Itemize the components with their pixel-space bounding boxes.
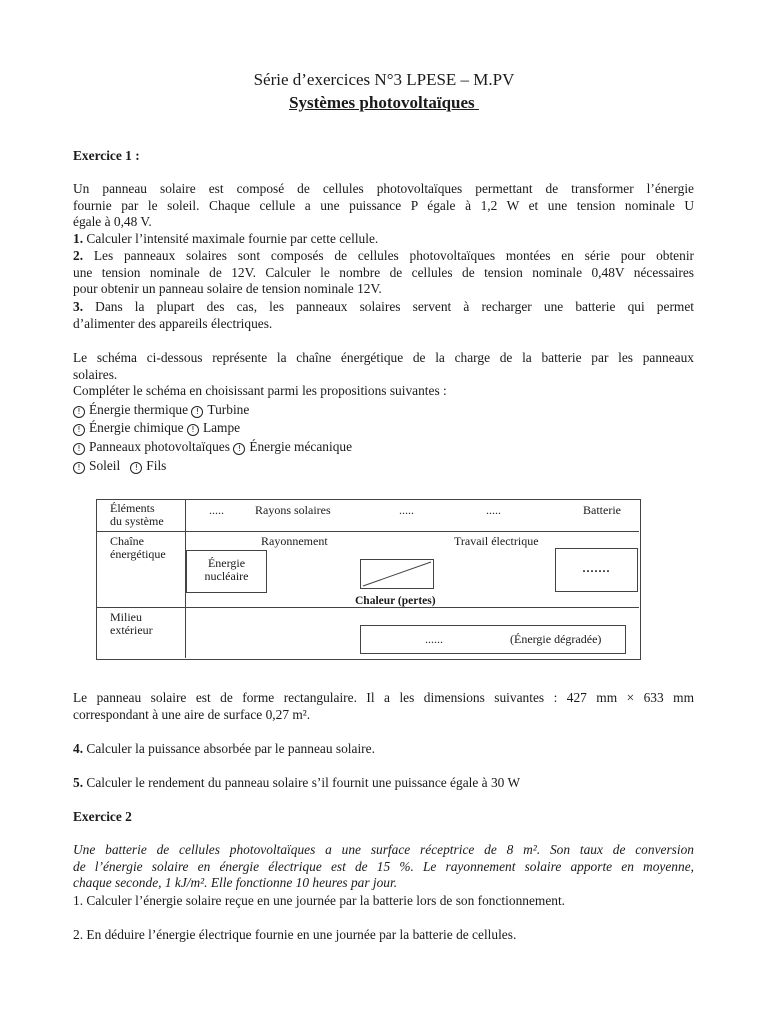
row-divider [97,531,639,532]
clock-icon: ! [191,406,203,418]
blank-element-3: ..... [486,503,501,517]
question-number: 4. [73,741,84,756]
document-subtitle: Systèmes photovoltaïques [289,93,475,112]
question-4 [73,741,694,758]
box-converter-blank [360,559,434,589]
label-rayonnement: Rayonnement [261,534,328,548]
exercise-2-question-1: 1. Calculer l’énergie solaire reçue en une journée par la batterie lors de son fonctionnement. [73,893,566,908]
text-line: chaque seconde, 1 kJ/m². Elle fonctionne 10 heures par jour. [73,875,398,891]
clock-icon: ! [73,462,85,474]
row-label-chain: Chaîne énergétique [110,534,166,561]
text-line: pour obtenir un panneau solaire de tension nominale 12V. [73,281,382,297]
text-line: une tension nominale de 12V. Calculer le nombre de cellules de tension nominale 0,48V nécessaires [73,264,694,280]
exercise-2-heading: Exercice 2 [73,809,132,824]
exercise-2-intro [73,842,694,892]
question-2 [73,248,694,298]
energy-chain-diagram [96,499,641,660]
option-row: ! Soleil ! Fils [73,457,166,474]
box-energie-nucleaire: Énergie nucléaire [186,550,267,593]
clock-icon: ! [187,424,199,436]
question-text: Les panneaux solaires sont composés de cellules photovoltaïques montées en série pour obtenir [93,248,694,263]
question-text: Calculer l’intensité maximale fournie par cette cellule. [86,231,379,246]
blank-element-1: ..... [209,503,224,517]
question-number: 5. [73,775,84,790]
text-line: Un panneau solaire est composé de cellules photovoltaïques permettant de transformer l’énergie [73,181,694,196]
text-line: égale à 0,48 V. [73,214,152,230]
text-line: Compléter le schéma en choisissant parmi les propositions suivantes : [73,383,447,399]
question-text: Calculer le rendement du panneau solaire s’il fournit une puissance égale à 30 W [86,775,521,790]
element-rayons-solaires: Rayons solaires [255,503,331,517]
text-line: Le schéma ci-dessous représente la chaîne énergétique de la charge de la batterie par les panneaux [73,350,694,365]
text-line: de l’énergie solaire en énergie électrique est de 15 %. Le rayonnement solaire apporte en moyenne, [73,858,694,874]
panel-dimensions-text [73,690,694,723]
question-text: Dans la plupart des cas, les panneaux solaires servent à recharger une batterie qui permet [95,299,694,314]
blank-element-2: ..... [399,503,414,517]
clock-icon: ! [73,406,85,418]
exercise-1-intro [73,181,694,231]
schema-intro [73,350,694,400]
text-line: d’alimenter des appareils électriques. [73,315,273,331]
row-label-elements: Éléments du système [110,501,164,528]
clock-icon: ! [73,424,85,436]
label-travail-electrique: Travail électrique [454,534,539,548]
text-line: Le panneau solaire est de forme rectangulaire. Il a les dimensions suivantes : 427 mm × 633 mm [73,690,694,705]
label-chaleur-pertes: Chaleur (pertes) [355,595,436,607]
option-row: ! Énergie thermique ! Turbine [73,401,249,418]
box-blank-energy: ....... [555,548,638,592]
diagonal-line [361,560,433,588]
exercise-2-question-2: 2. En déduire l’énergie électrique fournie en une journée par la batterie de cellules. [73,927,517,942]
row-label-environment: Milieu extérieur [110,610,153,637]
text-line: correspondant à une aire de surface 0,27 m². [73,706,311,722]
box-energie-degradee: ...... (Énergie dégradée) [360,625,626,654]
clock-icon: ! [73,443,85,455]
clock-icon: ! [233,443,245,455]
text-line: fournie par le soleil. Chaque cellule a une puissance P égale à 1,2 W et une tension nominale U [73,197,694,213]
question-3 [73,299,694,332]
exercise-1-heading: Exercice 1 : [73,148,140,163]
element-batterie: Batterie [583,503,621,517]
question-number: 3. [73,299,84,314]
text-line: Une batterie de cellules photovoltaïques a une surface réceptrice de 8 m². Son taux de conversion [73,842,694,857]
option-row: ! Panneaux photovoltaïques ! Énergie mécanique [73,438,352,455]
text-line: solaires. [73,366,118,382]
question-number: 1. [73,231,84,246]
question-1 [73,231,694,248]
question-5 [73,775,694,792]
question-number: 2. [73,248,84,263]
option-row: ! Énergie chimique ! Lampe [73,419,240,436]
document-title: Série d’exercices N°3 LPESE – M.PV [253,70,515,89]
clock-icon: ! [130,462,142,474]
question-text: Calculer la puissance absorbée par le panneau solaire. [86,741,375,756]
